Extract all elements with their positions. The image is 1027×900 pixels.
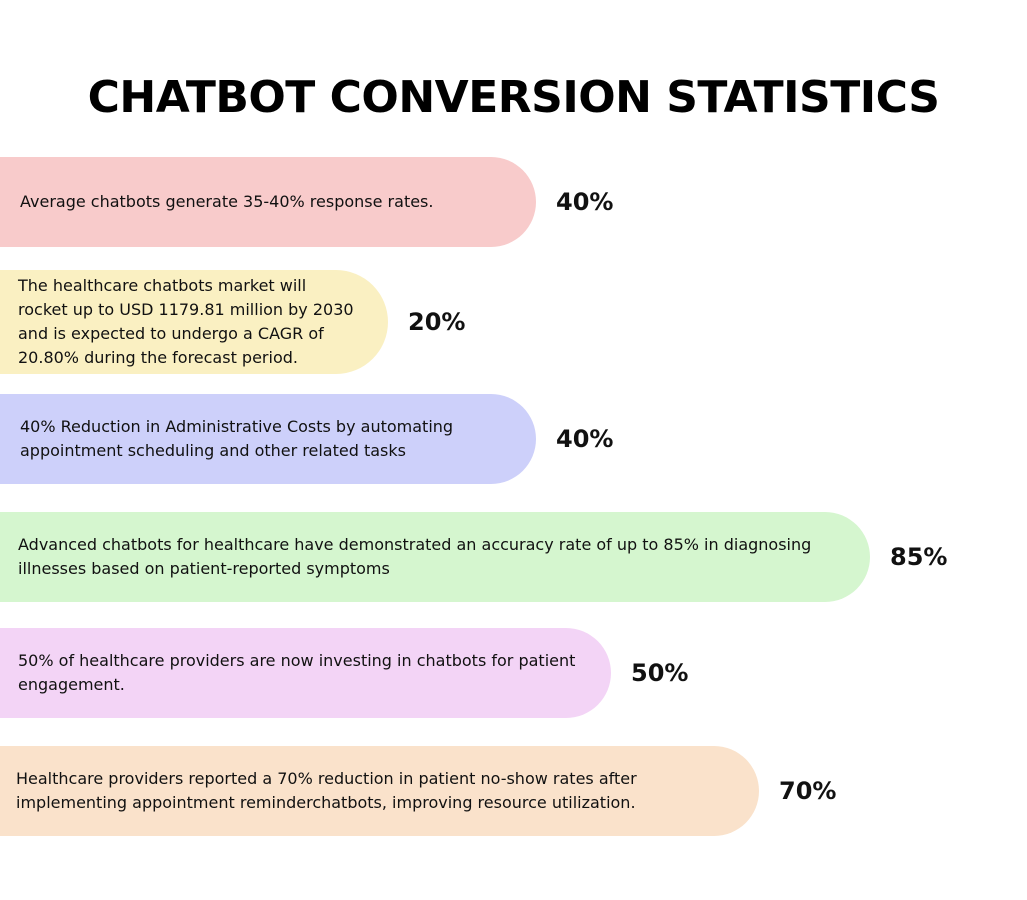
bar-4	[0, 512, 870, 602]
bar-2	[0, 270, 388, 374]
bar-label-2: The healthcare chatbots market will rocket up to USD 1179.81 million by 2030 and is expected to undergo a CAGR of 20.80% during the forecast period.	[18, 276, 354, 367]
value-label-5: 50%	[631, 659, 689, 687]
chart-title: CHATBOT CONVERSION STATISTICS	[87, 72, 940, 123]
bar-label-6: Healthcare providers reported a 70% reduction in patient no-show rates after implementing appointment reminderchatbots, improving resource utilization.	[16, 769, 637, 812]
value-label-3: 40%	[556, 425, 614, 453]
bar-5	[0, 628, 611, 718]
bar-3	[0, 394, 536, 484]
bar-6	[0, 746, 759, 836]
value-label-6: 70%	[779, 777, 837, 805]
bar-label-1: Average chatbots generate 35-40% response rates.	[20, 192, 434, 211]
bar-label-3: 40% Reduction in Administrative Costs by automating appointment scheduling and other related tasks	[20, 417, 454, 460]
value-label-1: 40%	[556, 188, 614, 216]
value-label-4: 85%	[890, 543, 948, 571]
bar-1	[0, 157, 536, 247]
bar-label-5: 50% of healthcare providers are now investing in chatbots for patient engagement.	[18, 651, 576, 694]
value-label-2: 20%	[408, 308, 466, 336]
bar-label-4: Advanced chatbots for healthcare have demonstrated an accuracy rate of up to 85% in diagnosing illnesses based on patient-reported symptoms	[18, 535, 812, 578]
